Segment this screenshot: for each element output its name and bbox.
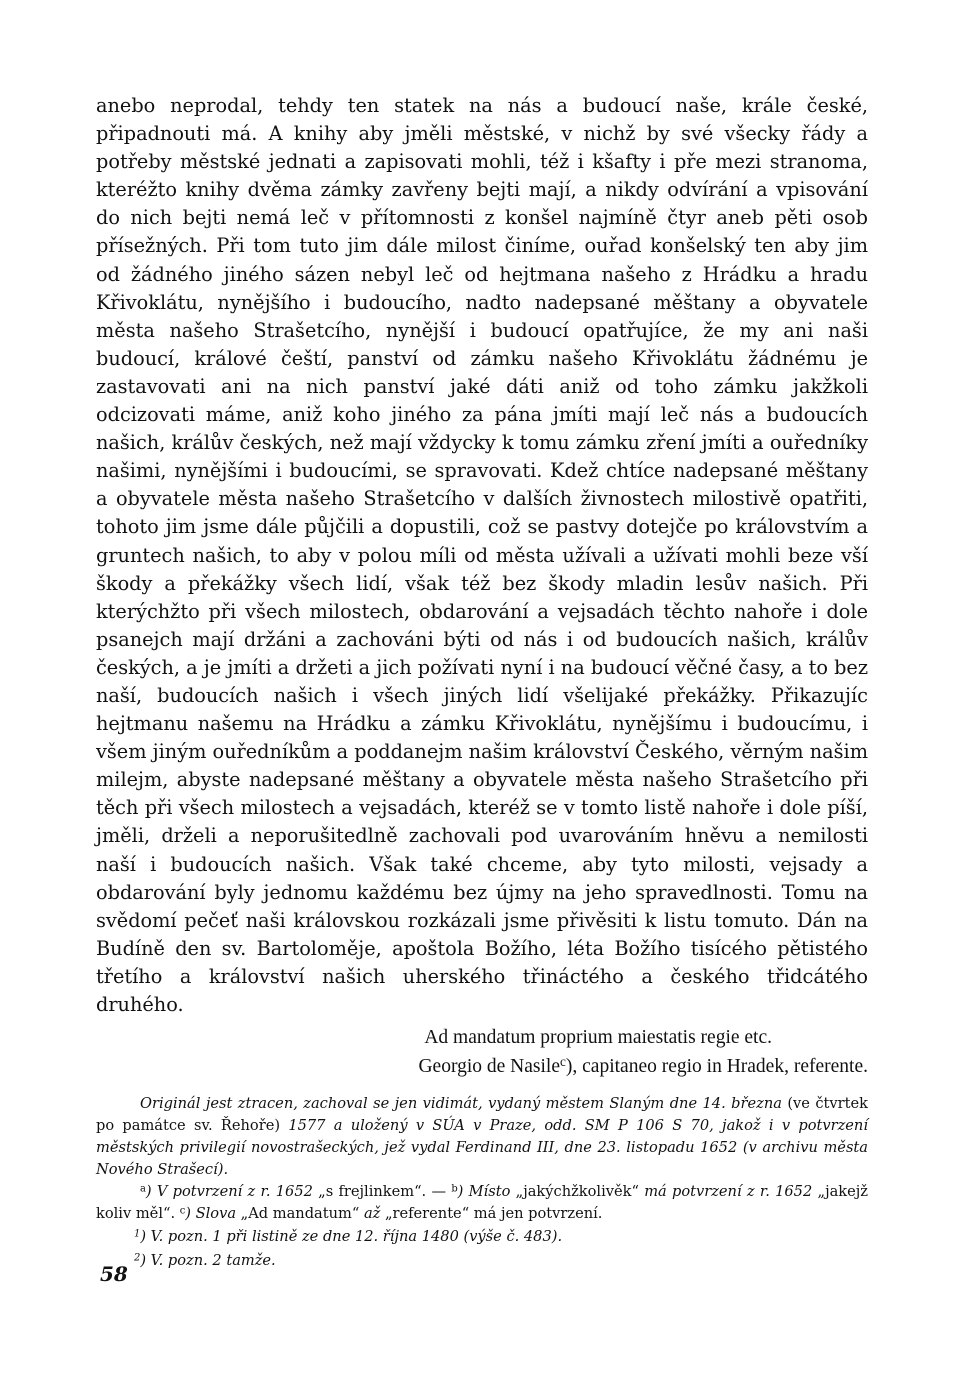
footnotes bbox=[96, 1225, 868, 1273]
signature-block bbox=[96, 1023, 868, 1081]
variant-b-text-2: „jakejž koliv měl“. bbox=[96, 1183, 868, 1223]
footnote-2 bbox=[96, 1249, 868, 1273]
variant-b-label: ) Místo bbox=[457, 1183, 516, 1201]
page-number: 58 bbox=[100, 1262, 128, 1286]
source-note-part-2: (ve čtvrtek po památce sv. Řehoře) bbox=[96, 1095, 868, 1135]
source-note-part-3: 1577 a uložený v SÚA v Praze, odd. SM P 106 S 70, jakož i v potvrzení městských privilegií novostrašeckých, jež vydal Ferdinand III, dne 23. listopadu 1652 (v archivu města Nového Strašecí). bbox=[96, 1117, 868, 1179]
editorial-notes bbox=[96, 1093, 868, 1225]
variant-notes bbox=[96, 1181, 868, 1225]
variant-c-text-2: „referente“ má jen potvrzení. bbox=[384, 1205, 603, 1223]
variant-mark-b: b bbox=[451, 1183, 458, 1195]
variant-a-label: ) V potvrzení z r. 1652 bbox=[145, 1183, 319, 1201]
variant-c-label: ) Slova bbox=[185, 1205, 241, 1223]
signature-line-1: Ad mandatum proprium maiestatis regie etc. bbox=[424, 1027, 772, 1049]
footnote-mark: 2 bbox=[134, 1252, 141, 1264]
variant-mark-a: a bbox=[140, 1183, 146, 1195]
main-text: anebo neprodal, tehdy ten statek na nás a budoucí naše, krále české, připadnouti má. A knihy aby jměli městské, v nichž by své všecky řády a potřeby městské jednati a zapisovati mohli, též i kšafty i pře mezi stranoma, kteréžto knihy dvěma zámky zavřeny bejti mají, a nikdy odvírání a vpisování do nich bejti nemá leč v přítomnosti z konšel najmíně čtyr aneb pěti osob přísežných. Při tom tuto jim dále milost činíme, ouřad konšelský ten aby jim od žádného jiného sázen nebyl leč od hejtmana našeho z Hrádku a hradu Křivoklátu, nynějšího i budoucího, nadto nadepsané měštany a obyvatele města našeho Strašetcího, nynější i budoucí opatřujíce, že my ani naši budoucí, králové čeští, panství od zámku našeho Křivoklátu žádnému je zastavovati ani na nich panství jaké dáti aniž od toho zámku jakžkoli odcizovati máme, aniž koho jiného za pána jmíti mají leč nás a budoucích našich, králův českých, než mají vždycky k tomu zámku zření jmíti a ouředníky našimi, nynějšími i budoucími, se spravovati. Kdež chtíce nadepsané měštany a obyvatele města našeho Strašetcího v dalších živnostech milostivě opatřiti, tohoto jim jsme dále půjčili a dopustili, což se pastvy dotejče po královstvím a gruntech našich, to aby v polou míli od města užívali a užívati mohli beze vší škody a překážky všech lidí, však též bez škody mladin lesův našich. Při kterýchžto při všech milostech, obdarování a vejsadách těchto nahoře i dole psanejch mají držáni a zachováni býti od nás i od budoucích našich, králův českých, a je jmíti a držeti a jich požívati nyní i na budoucí věčné časy, a to bez naší, budoucích našich i všech jiných lidí všelijaké překážky. Přikazujíc hejtmanu našemu na Hrádku a zámku Křivoklátu, nynějšímu i budoucímu, i všem jiným ouředníkům a poddanejm našim království Českého, věrným našim milejm, abyste nadepsané měštany a obyvatele města našeho Strašetcího při těch při všech milostech a vejsadách, kteréž se v tomto listě nahoře i dole píší, jměli, drželi a neporušitedlně zachovali pod uvarováním hněvu a nemilosti naší i budoucích našich. Však také chceme, aby tyto milosti, vejsady a obdarování byly jednomu každému bez újmy na jeho spravedlnosti. Tomu na svědomí pečeť naši královskou rozkázali jsme přivěsiti k listu tomuto. Dán na Budíně den sv. Bartoloměje, apoštola Božího, léta Božího tisícého pětistého třetího a království našich uherského třináctého a českého třidcátého druhého. bbox=[96, 94, 868, 1016]
signature-role: , capitaneo regio in Hradek, referente. bbox=[572, 1056, 868, 1078]
signature-paren: ) bbox=[565, 1056, 573, 1078]
note-mark-c: c bbox=[560, 1054, 566, 1070]
document-page bbox=[96, 92, 868, 1273]
variant-c-label-2: až bbox=[363, 1205, 385, 1223]
footnote-text: ) V. pozn. 1 při listině ze dne 12. října 1480 (výše č. 483). bbox=[140, 1228, 563, 1246]
variant-c-text: „Ad mandatum“ bbox=[240, 1205, 364, 1223]
source-note-part-1: Originál jest ztracen, zachoval se jen vidimát, vydaný městem Slaným dne 14. března bbox=[140, 1095, 782, 1113]
variant-a-text: „s frejlinkem“. — bbox=[318, 1183, 452, 1201]
source-note bbox=[96, 1093, 868, 1181]
variant-mark-c: c bbox=[179, 1205, 186, 1217]
footnote-mark: 1 bbox=[134, 1228, 141, 1240]
footnote-text: ) V. pozn. 2 tamže. bbox=[140, 1252, 276, 1270]
footnote-1 bbox=[96, 1225, 868, 1249]
variant-b-label-2: má potvrzení z r. 1652 bbox=[644, 1183, 818, 1201]
variant-b-text: „jakýchžkolivěk“ bbox=[515, 1183, 645, 1201]
signature-name: Georgio de Nasile bbox=[418, 1056, 560, 1078]
signature-line-2 bbox=[96, 1052, 868, 1081]
